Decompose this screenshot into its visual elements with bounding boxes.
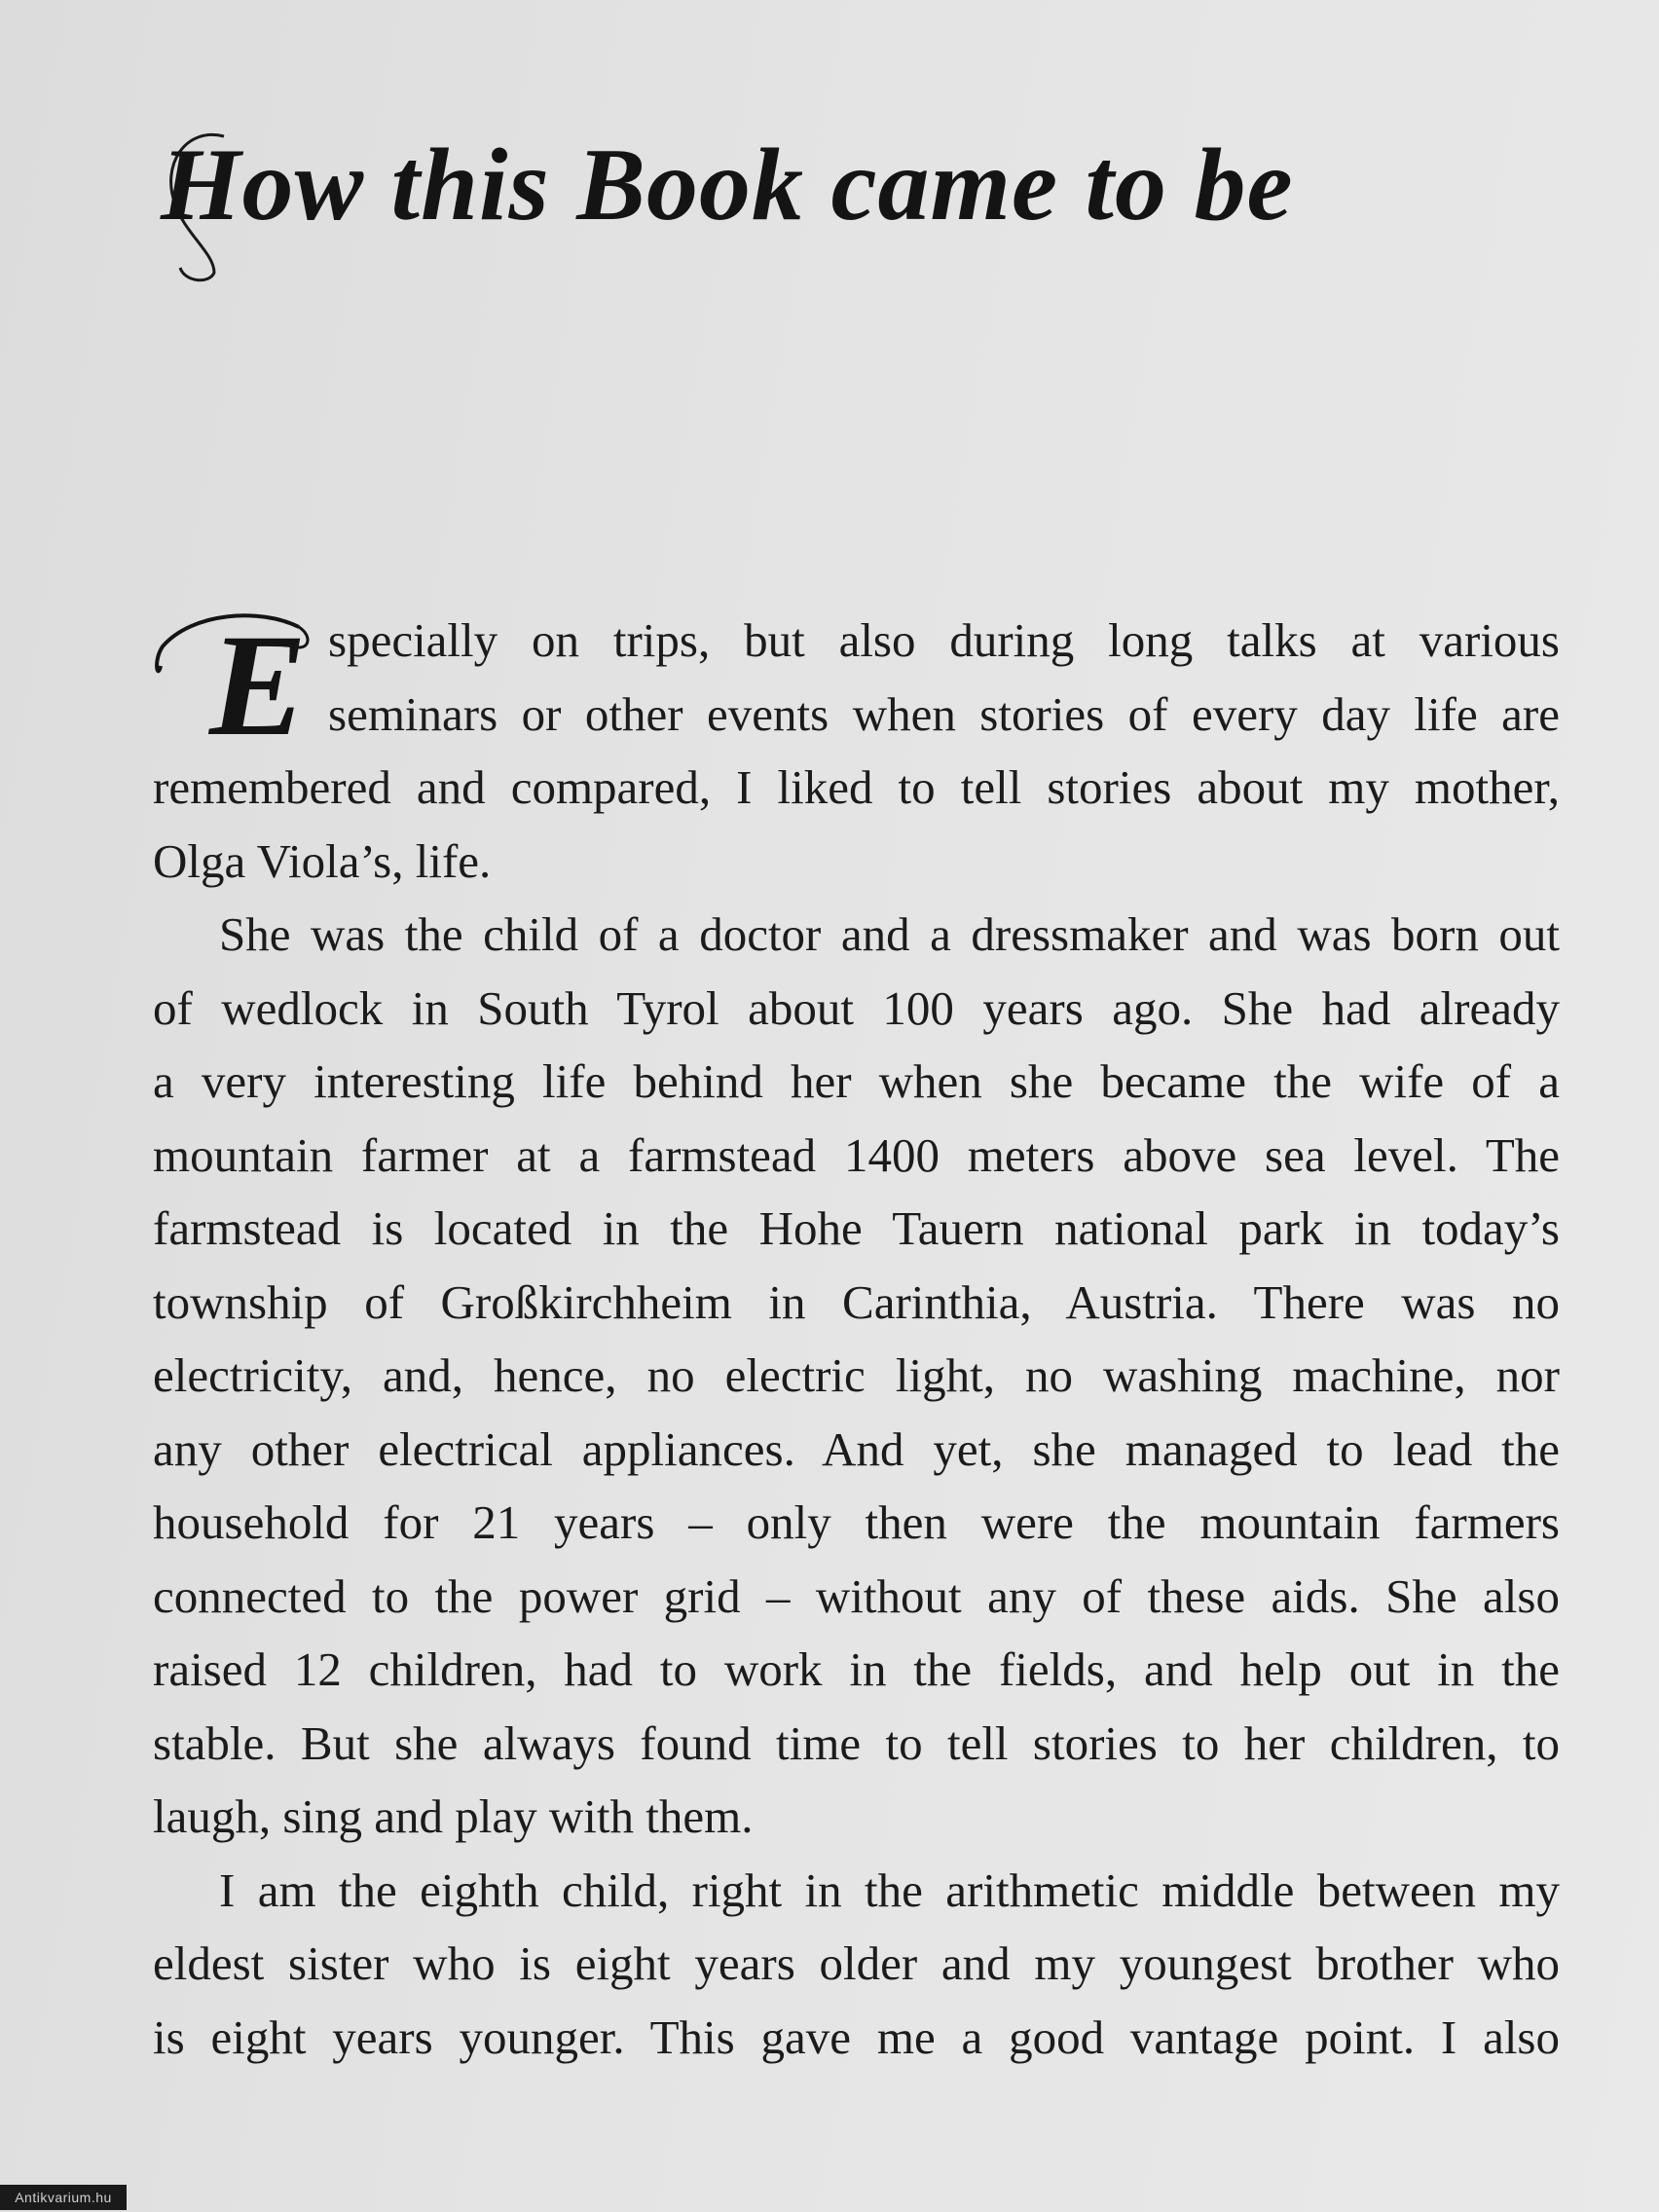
text-line: mountain farmer at a farmstead 1400 meters above sea level. The [153,1127,1560,1182]
text-line: raised 12 children, had to work in the fields, and help out in the [153,1642,1560,1696]
text-line: is eight years younger. This gave me a good vantage point. I also [153,2009,1560,2064]
text-line: any other electrical appliances. And yet, she managed to lead the [153,1421,1560,1476]
text-line: township of Großkirchheim in Carinthia, Austria. There was no [153,1274,1560,1329]
text-line: specially on trips, but also during long talks at various [328,613,1560,667]
text-line: Olga Viola’s, life. [153,833,492,888]
text-line: household for 21 years – only then were the mountain farmers [153,1495,1560,1549]
page-title: How this Book came to be [161,128,1294,241]
body-text [153,604,1560,2074]
text-line: eldest sister who is eight years older and my youngest brother who [153,1936,1560,1990]
text-line: remembered and compared, I liked to tell stories about my mother, [153,760,1560,814]
text-line: of wedlock in South Tyrol about 100 years ago. She had already [153,980,1560,1035]
text-line: seminars or other events when stories of every day life are [328,686,1560,741]
paragraph-3 [153,1854,1560,2075]
drop-cap-letter: E [209,605,308,766]
drop-cap [153,605,318,766]
watermark: Antikvarium.hu [0,2185,127,2210]
text-line: connected to the power grid – without any of these aids. She also [153,1568,1560,1623]
text-line: stable. But she always found time to tell stories to her children, to [153,1715,1560,1770]
text-line: a very interesting life behind her when she became the wife of a [153,1054,1560,1108]
text-line: She was the child of a doctor and a dressmaker and was born out [219,907,1560,961]
paragraph-1 [153,604,1560,898]
text-line: laugh, sing and play with them. [153,1789,754,1843]
text-line: farmstead is located in the Hohe Tauern national park in today’s [153,1201,1560,1255]
text-line: I am the eighth child, right in the arithmetic middle between my [219,1862,1560,1917]
text-line: electricity, and, hence, no electric light, no washing machine, nor [153,1348,1560,1402]
paragraph-2 [153,898,1560,1854]
